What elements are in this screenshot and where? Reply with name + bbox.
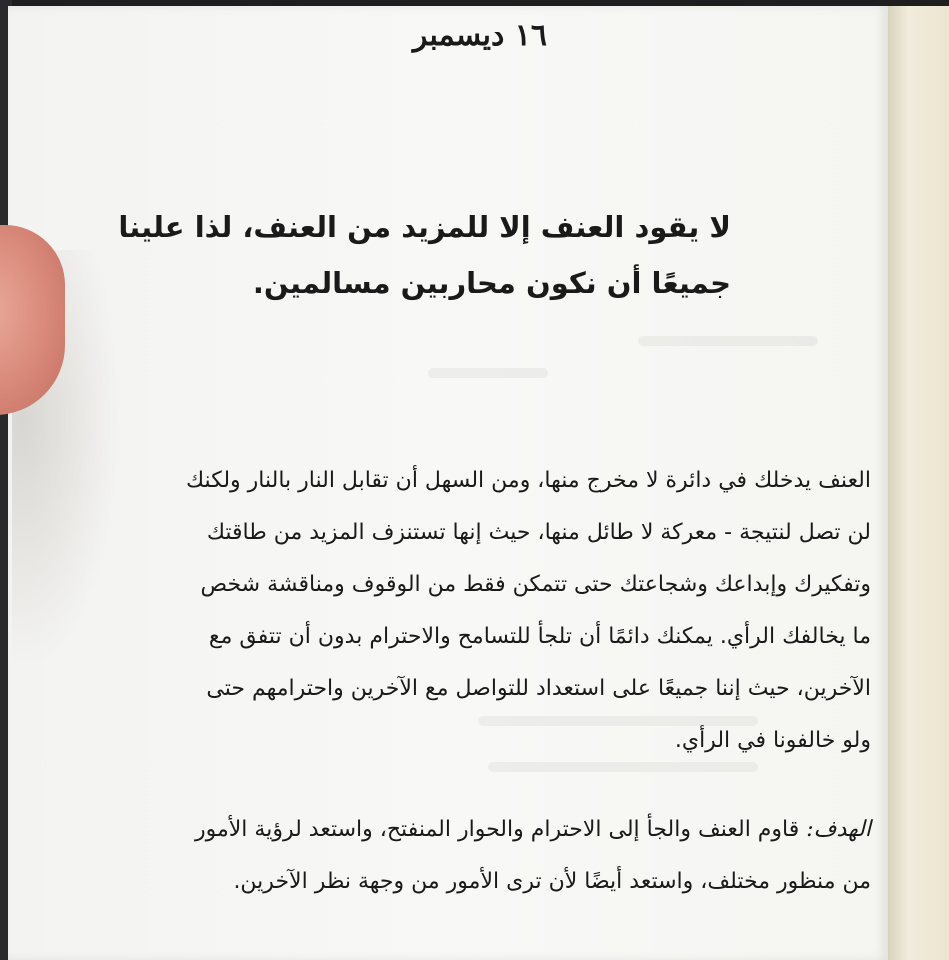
body-line: وتفكيرك وإبداعك وشجاعتك حتى تتمكن فقط من الوقوف ومناقشة شخص — [200, 572, 871, 597]
goal-text: قاوم العنف والجأ إلى الاحترام والحوار المنفتح، واستعد لرؤية الأمور — [194, 817, 800, 842]
show-through-mark — [488, 762, 758, 772]
show-through-mark — [638, 336, 818, 346]
next-page-edge — [886, 6, 949, 960]
quote-line: جميعًا أن نكون محاربين مسالمين. — [252, 266, 731, 300]
body-line: لن تصل لنتيجة - معركة لا طائل منها، حيث إنها تستنزف المزيد من طاقتك — [206, 520, 871, 545]
body-line: ولو خالفونا في الرأي. — [674, 728, 871, 753]
body-line: ما يخالفك الرأي. يمكنك دائمًا أن تلجأ للتسامح والاحترام بدون أن تتفق مع — [208, 624, 871, 649]
goal-line — [195, 810, 871, 850]
goal-label: الهدف: — [806, 817, 871, 842]
page-date: ١٦ ديسمبر — [412, 18, 547, 53]
body-line: العنف يدخلك في دائرة لا مخرج منها، ومن السهل أن تقابل النار بالنار ولكنك — [186, 468, 871, 493]
goal-line: من منظور مختلف، واستعد أيضًا لأن ترى الأمور من وجهة نظر الآخرين. — [233, 869, 871, 894]
show-through-mark — [428, 368, 548, 378]
body-line: الآخرين، حيث إننا جميعًا على استعداد للتواصل مع الآخرين واحترامهم حتى — [206, 676, 871, 701]
quote-line: لا يقود العنف إلا للمزيد من العنف، لذا علينا — [118, 210, 731, 244]
